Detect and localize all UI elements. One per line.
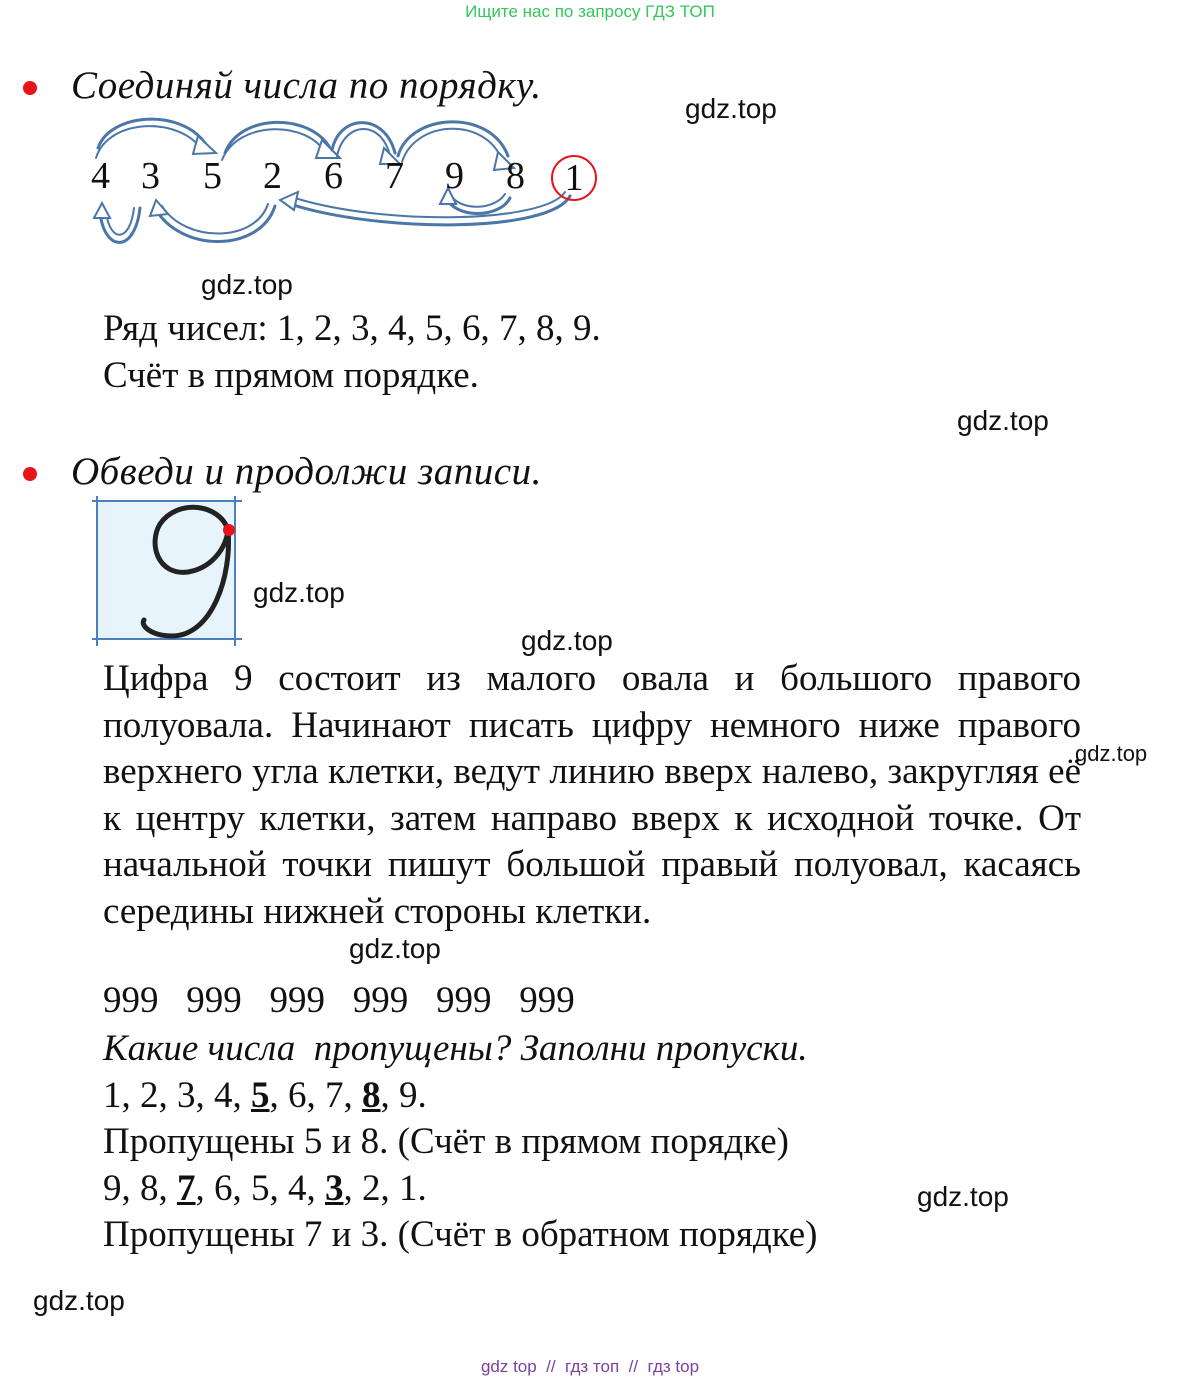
number-row-line: Ряд чисел: 1, 2, 3, 4, 5, 6, 7, 8, 9. xyxy=(103,308,601,349)
watermark: gdz.top xyxy=(253,577,345,608)
answer-note-backward: Пропущены 7 и 3. (Счёт в обратном порядке) xyxy=(103,1214,818,1255)
watermark: gdz.top xyxy=(957,405,1049,436)
seq-number: 8 xyxy=(506,155,525,197)
circled-number-1 xyxy=(551,155,597,201)
ordering-arrows-diagram xyxy=(80,108,620,258)
header-search-hint: Ищите нас по запросу ГДЗ ТОП xyxy=(465,2,715,21)
answer-row-forward: 1, 2, 3, 4, 5, 6, 7, 8, 9. xyxy=(103,1075,427,1116)
bullet-section-2 xyxy=(23,467,37,481)
practice-row: 999 999 999 999 999 999 xyxy=(103,980,575,1021)
start-dot xyxy=(223,524,235,536)
seq-number: 5 xyxy=(203,155,222,197)
answer-note-forward: Пропущены 5 и 8. (Счёт в прямом порядке) xyxy=(103,1121,789,1162)
seq-number: 3 xyxy=(141,155,160,197)
watermark: gdz.top xyxy=(917,1181,1009,1212)
watermark: gdz.top xyxy=(521,625,613,656)
filled-number: 8 xyxy=(362,1075,381,1116)
seq-number: 7 xyxy=(385,155,404,197)
watermark: gdz.top xyxy=(1075,741,1148,766)
seq-number: 4 xyxy=(91,155,110,197)
watermark: gdz.top xyxy=(33,1285,125,1316)
watermark: gdz.top xyxy=(349,933,441,964)
missing-numbers-question: Какие числа пропущены? Заполни пропуски. xyxy=(103,1028,808,1069)
watermark: gdz.top xyxy=(685,93,777,124)
digit-description: Цифра 9 состоит из малого овала и большого правого полуовала. Начинают писать цифру немного ниже правого верхнего угла клетки, ведут линию вверх налево, закругляя её к центру клетки, затем направо вверх к исходной точке. От начальной точки пишут большой правый полуовал, касаясь середины нижней стороны клетки. xyxy=(103,658,1081,932)
filled-number: 7 xyxy=(177,1168,196,1209)
task-2-title: Обведи и продолжи записи. xyxy=(71,450,542,493)
circled-number-text: 1 xyxy=(564,157,584,199)
seq-number: 9 xyxy=(445,155,464,197)
footer-links: gdz top // гдз топ // гдз top xyxy=(480,1357,700,1376)
seq-number: 2 xyxy=(263,155,282,197)
filled-number: 5 xyxy=(251,1075,270,1116)
watermark: gdz.top xyxy=(201,269,293,300)
seq-number: 6 xyxy=(324,155,343,197)
task-1-title: Соединяй числа по порядку. xyxy=(71,64,542,107)
filled-number: 3 xyxy=(325,1168,344,1209)
bullet-section-1 xyxy=(23,81,37,95)
answer-row-backward: 9, 8, 7, 6, 5, 4, 3, 2, 1. xyxy=(103,1168,427,1209)
forward-count-line: Счёт в прямом порядке. xyxy=(103,355,479,396)
digit-nine-cell xyxy=(92,496,242,646)
